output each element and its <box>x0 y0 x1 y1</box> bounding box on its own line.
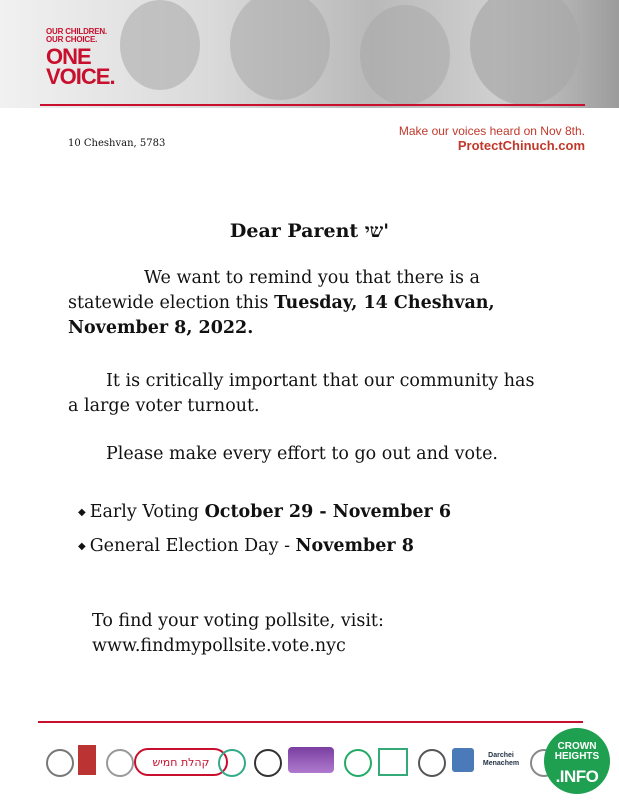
logo-text: Darchei Menachem <box>482 752 520 767</box>
badge-text: CROWN HEIGHTS <box>554 741 600 762</box>
banner-photo <box>230 0 330 100</box>
bullet-election-day <box>78 536 414 556</box>
promo-line: Make our voices heard on Nov 8th. <box>398 124 585 138</box>
sponsor-logo <box>288 747 334 773</box>
sponsor-logo <box>134 748 228 776</box>
brand-line: ONE <box>46 44 91 69</box>
paragraph-bold: Tuesday, 14 Cheshvan, November 8, 2022. <box>68 293 495 338</box>
promo-text <box>399 124 585 153</box>
bullet-bold: October 29 - November 6 <box>204 502 452 522</box>
paragraph-vote <box>68 442 548 467</box>
sponsor-logo <box>418 749 446 777</box>
promo-link[interactable]: ProtectChinuch.com <box>457 138 585 153</box>
banner-photo <box>120 0 200 90</box>
sponsor-logo <box>378 748 408 776</box>
paragraph-text: Please make every effort to go out and vote. <box>106 444 498 464</box>
paragraph-text: It is critically important that our community has a large voter turnout. <box>68 371 535 416</box>
banner-photo <box>360 5 450 105</box>
sponsor-logos <box>42 745 562 781</box>
brand-line: OUR CHILDREN. <box>46 27 107 36</box>
paragraph-text: We want to remind you that there is a statewide election this <box>68 268 480 313</box>
bullet-text: General Election Day - <box>89 536 296 556</box>
pollsite-info <box>92 609 572 659</box>
crown-heights-info-badge <box>544 728 610 794</box>
paragraph-election <box>68 266 548 341</box>
badge-text: .INFO <box>555 767 599 786</box>
logo-text: קהלת חמיש <box>152 755 210 769</box>
sponsor-logo <box>78 745 96 775</box>
sponsor-logo <box>46 749 74 777</box>
brand-line: OUR CHOICE. <box>46 35 98 44</box>
banner-photo <box>470 0 580 105</box>
bullet-early-voting <box>78 502 451 522</box>
sponsor-logo <box>106 749 134 777</box>
footer-divider <box>38 721 583 723</box>
banner-divider <box>40 104 585 106</box>
letter-date: 10 Cheshvan, 5783 <box>68 138 166 149</box>
bullet-bold: November 8 <box>295 536 414 556</box>
sponsor-logo <box>254 749 282 777</box>
header-banner <box>0 0 619 108</box>
sponsor-logo <box>452 748 474 772</box>
salutation: Dear Parent שי' <box>229 220 390 242</box>
diamond-bullet-icon: ◆ <box>78 541 86 552</box>
diamond-bullet-icon: ◆ <box>78 507 86 518</box>
sponsor-logo <box>344 749 372 777</box>
sponsor-logo <box>482 745 520 775</box>
pollsite-link[interactable]: www.findmypollsite.vote.nyc <box>92 636 346 656</box>
bullet-text: Early Voting <box>89 502 205 522</box>
paragraph-turnout <box>68 369 548 419</box>
brand-line: VOICE. <box>46 64 115 89</box>
pollsite-text: To find your voting pollsite, visit: <box>92 611 384 631</box>
brand-logo <box>46 28 115 87</box>
sponsor-logo <box>218 749 246 777</box>
